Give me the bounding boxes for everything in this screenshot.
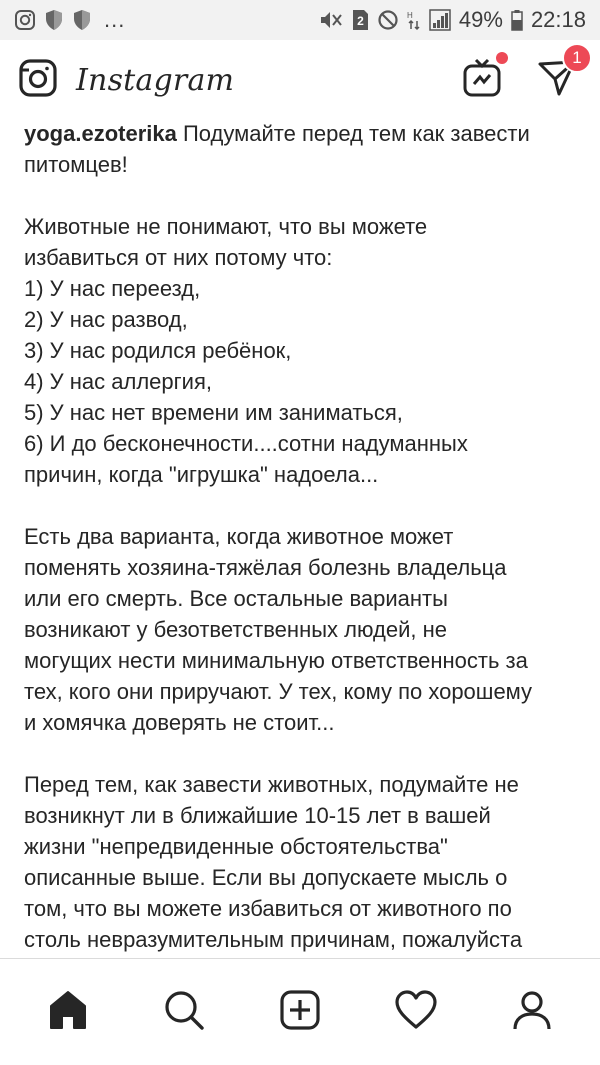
nav-profile-button[interactable] <box>502 982 562 1042</box>
caption-line: Животные не понимают, что вы можете <box>24 214 428 239</box>
status-bar <box>0 0 600 40</box>
post-caption <box>24 118 580 958</box>
clock: 22:18 <box>530 7 586 32</box>
caption-line: избавиться от них потому что: <box>24 245 333 270</box>
caption-line: 1) У нас переезд, <box>24 276 201 301</box>
caption-line: жизни "непредвиденные обстоятельства" <box>24 834 448 859</box>
svg-text:H: H <box>406 11 413 20</box>
direct-message-button[interactable] <box>538 47 582 102</box>
caption-blank-line <box>24 738 580 769</box>
caption-line: или его смерть. Все остальные варианты <box>24 586 448 611</box>
caption-line: Перед тем, как завести животных, подумайте не <box>24 772 519 797</box>
caption-line: могущих нести минимальную ответственность за <box>24 648 528 673</box>
caption-line: и хомячка доверять не стоит... <box>24 710 335 735</box>
activity-heart-icon <box>394 989 438 1036</box>
mute-icon <box>319 9 343 31</box>
data-signal-icon <box>407 9 421 31</box>
igtv-new-dot <box>496 52 508 64</box>
caption-line: поменять хозяина-тяжёлая болезнь владельца <box>24 555 507 580</box>
caption-first-line <box>24 118 580 149</box>
bottom-navigation <box>0 958 600 1065</box>
caption-line: 2) У нас развод, <box>24 307 188 332</box>
app-header <box>0 40 600 120</box>
camera-icon[interactable] <box>18 58 58 103</box>
home-icon <box>47 989 89 1036</box>
new-post-icon <box>279 989 321 1036</box>
do-not-disturb-icon <box>377 9 399 31</box>
caption-line: столь невразумительным причинам, пожалуйста <box>24 927 523 952</box>
caption-line: 3) У нас родился ребёнок, <box>24 338 292 363</box>
post-username[interactable]: yoga.ezoterika <box>24 121 177 146</box>
caption-blank-line <box>24 490 580 521</box>
caption-line: тех, кого они приручают. У тех, кому по хорошему <box>24 679 533 704</box>
search-icon <box>163 989 205 1036</box>
shield-icon <box>44 9 64 31</box>
shield-icon <box>72 9 92 31</box>
caption-text: Подумайте перед тем как завести <box>182 121 530 146</box>
caption-line: возникают у безответственных людей, не <box>24 617 447 642</box>
nav-home-button[interactable] <box>38 982 98 1042</box>
cell-signal-icon <box>429 9 451 31</box>
caption-line: возникнут ли в ближайшие 10-15 лет в вашей <box>24 803 491 828</box>
instagram-notification-icon <box>14 9 36 31</box>
profile-icon <box>511 989 553 1036</box>
nav-activity-button[interactable] <box>386 982 446 1042</box>
caption-line: Есть два варианта, когда животное может <box>24 524 454 549</box>
caption-line: 4) У нас аллергия, <box>24 369 212 394</box>
direct-unread-badge: 1 <box>562 43 592 73</box>
caption-line: 5) У нас нет времени им заниматься, <box>24 400 403 425</box>
caption-line: 6) И до бесконечности....сотни надуманных <box>24 431 468 456</box>
caption-line: питомцев! <box>24 152 128 177</box>
app-logo-title: Instagram <box>76 62 235 98</box>
caption-line: описанные выше. Если вы допускаете мысль о <box>24 865 508 890</box>
caption-line: причин, когда "игрушка" надоела... <box>24 462 379 487</box>
sim-card-icon <box>351 9 369 31</box>
battery-percent: 49% <box>458 7 503 32</box>
svg-text:2: 2 <box>357 14 364 28</box>
nav-new-post-button[interactable] <box>270 982 330 1042</box>
nav-search-button[interactable] <box>154 982 214 1042</box>
caption-blank-line <box>24 180 580 211</box>
battery-icon <box>511 9 523 31</box>
caption-line: том, что вы можете избавиться от животного по <box>24 896 512 921</box>
igtv-button[interactable] <box>462 58 502 103</box>
igtv-icon <box>462 58 502 103</box>
more-notifications-indicator: ... <box>104 7 126 32</box>
